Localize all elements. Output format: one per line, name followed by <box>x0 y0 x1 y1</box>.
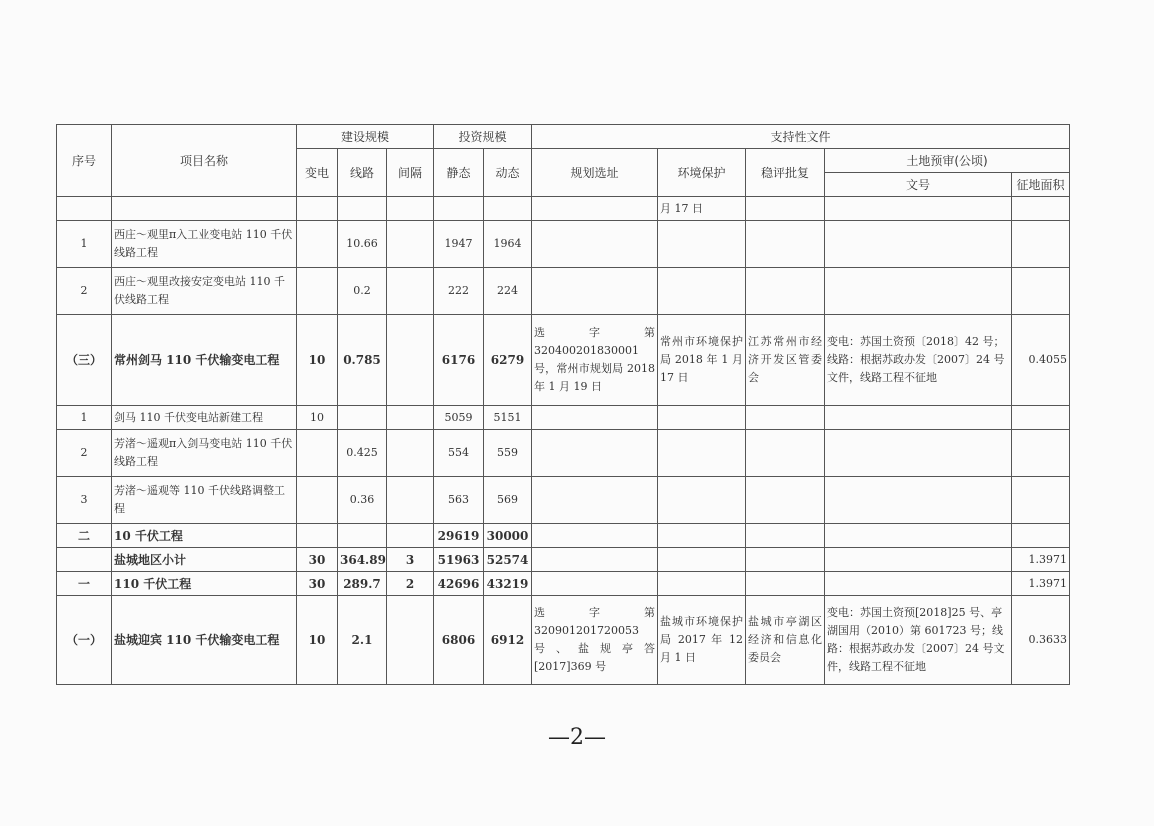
cell-docno <box>825 268 1012 315</box>
cell-plan <box>532 406 658 430</box>
cell-static <box>434 197 484 221</box>
cell-area <box>1012 477 1070 524</box>
cell-risk <box>746 572 825 596</box>
cell-static: 1947 <box>434 221 484 268</box>
cell-line <box>338 406 387 430</box>
cell-docno <box>825 406 1012 430</box>
cell-static: 6806 <box>434 596 484 685</box>
cell-sub <box>297 477 338 524</box>
cell-bay: 3 <box>387 548 434 572</box>
cell-docno <box>825 197 1012 221</box>
cell-bay <box>387 596 434 685</box>
cell-env <box>658 268 746 315</box>
cell-plan <box>532 197 658 221</box>
cell-sub <box>297 430 338 477</box>
table-row <box>57 221 1070 268</box>
cell-area <box>1012 406 1070 430</box>
cell-bay <box>387 221 434 268</box>
cell-sub: 10 <box>297 315 338 406</box>
cell-sub <box>297 524 338 548</box>
cell-docno: 变电：苏国土资预〔2018〕42 号；线路：根据苏政办发〔2007〕24 号文件，线路工程不征地 <box>825 315 1012 406</box>
cell-env <box>658 406 746 430</box>
cell-static: 5059 <box>434 406 484 430</box>
cell-name: 西庄～观里改接安定变电站 110 千伏线路工程 <box>112 268 297 315</box>
cell-line: 0.785 <box>338 315 387 406</box>
cell-seq <box>57 548 112 572</box>
cell-sub <box>297 268 338 315</box>
cell-name: 盐城地区小计 <box>112 548 297 572</box>
header-bay: 间隔 <box>387 149 434 197</box>
cell-dynamic <box>484 197 532 221</box>
cell-bay <box>387 197 434 221</box>
cell-seq: 2 <box>57 430 112 477</box>
cell-risk <box>746 477 825 524</box>
cell-env <box>658 221 746 268</box>
cell-docno: 变电：苏国土资预[2018]25 号、亭湖国用（2010）第 601723 号；线路：根据苏政办发〔2007〕24 号文件，线路工程不征地 <box>825 596 1012 685</box>
cell-plan <box>532 477 658 524</box>
cell-env <box>658 430 746 477</box>
cell-docno <box>825 430 1012 477</box>
cell-env: 月 17 日 <box>658 197 746 221</box>
cell-docno <box>825 524 1012 548</box>
cell-risk <box>746 406 825 430</box>
table-row <box>57 477 1070 524</box>
header-env: 环境保护 <box>658 149 746 197</box>
cell-line: 10.66 <box>338 221 387 268</box>
cell-bay <box>387 268 434 315</box>
cell-plan <box>532 572 658 596</box>
table-row <box>57 572 1070 596</box>
cell-plan <box>532 268 658 315</box>
cell-bay <box>387 315 434 406</box>
cell-area <box>1012 430 1070 477</box>
header-name: 项目名称 <box>112 125 297 197</box>
cell-docno <box>825 477 1012 524</box>
cell-bay <box>387 406 434 430</box>
cell-seq: 1 <box>57 406 112 430</box>
cell-dynamic: 52574 <box>484 548 532 572</box>
cell-env <box>658 572 746 596</box>
header-land: 土地预审(公顷) <box>825 149 1070 173</box>
cell-area: 0.3633 <box>1012 596 1070 685</box>
cell-line: 289.7 <box>338 572 387 596</box>
cell-risk <box>746 221 825 268</box>
header-area: 征地面积 <box>1012 173 1070 197</box>
cell-static: 554 <box>434 430 484 477</box>
cell-risk: 江苏常州市经济开发区管委会 <box>746 315 825 406</box>
project-table <box>56 124 1070 685</box>
cell-dynamic: 30000 <box>484 524 532 548</box>
header-static: 静态 <box>434 149 484 197</box>
cell-area: 1.3971 <box>1012 548 1070 572</box>
table-row <box>57 524 1070 548</box>
cell-risk <box>746 197 825 221</box>
cell-sub: 30 <box>297 572 338 596</box>
header-line: 线路 <box>338 149 387 197</box>
cell-static: 6176 <box>434 315 484 406</box>
cell-seq <box>57 197 112 221</box>
cell-dynamic: 43219 <box>484 572 532 596</box>
cell-env <box>658 477 746 524</box>
cell-name: 剑马 110 千伏变电站新建工程 <box>112 406 297 430</box>
cell-line <box>338 197 387 221</box>
header-plan: 规划选址 <box>532 149 658 197</box>
cell-env: 盐城市环境保护局 2017 年 12 月 1 日 <box>658 596 746 685</box>
header-docno: 文号 <box>825 173 1012 197</box>
cell-area <box>1012 221 1070 268</box>
cell-line: 2.1 <box>338 596 387 685</box>
table-row <box>57 430 1070 477</box>
table-row <box>57 596 1070 685</box>
cell-area: 1.3971 <box>1012 572 1070 596</box>
cell-bay <box>387 430 434 477</box>
cell-plan <box>532 221 658 268</box>
cell-static: 563 <box>434 477 484 524</box>
cell-docno <box>825 572 1012 596</box>
header-risk: 稳评批复 <box>746 149 825 197</box>
cell-name <box>112 197 297 221</box>
cell-sub <box>297 197 338 221</box>
cell-dynamic: 6279 <box>484 315 532 406</box>
cell-line: 0.2 <box>338 268 387 315</box>
cell-env <box>658 548 746 572</box>
cell-sub <box>297 221 338 268</box>
cell-seq: （一） <box>57 596 112 685</box>
cell-area <box>1012 197 1070 221</box>
cell-sub: 30 <box>297 548 338 572</box>
cell-static: 222 <box>434 268 484 315</box>
cell-line: 364.89 <box>338 548 387 572</box>
header-scale: 建设规模 <box>297 125 434 149</box>
header-docs: 支持性文件 <box>532 125 1070 149</box>
cell-static: 51963 <box>434 548 484 572</box>
page-number: —2— <box>548 725 606 750</box>
cell-seq: 1 <box>57 221 112 268</box>
cell-dynamic: 1964 <box>484 221 532 268</box>
cell-risk <box>746 430 825 477</box>
table-row <box>57 268 1070 315</box>
cell-static: 29619 <box>434 524 484 548</box>
cell-name: 芳渚～遥观等 110 千伏线路调整工程 <box>112 477 297 524</box>
cell-sub: 10 <box>297 406 338 430</box>
cell-name: 常州剑马 110 千伏输变电工程 <box>112 315 297 406</box>
header-invest: 投资规模 <box>434 125 532 149</box>
table-row <box>57 406 1070 430</box>
cell-docno <box>825 548 1012 572</box>
header-seq: 序号 <box>57 125 112 197</box>
cell-bay: 2 <box>387 572 434 596</box>
cell-area: 0.4055 <box>1012 315 1070 406</box>
cell-seq: 二 <box>57 524 112 548</box>
cell-area <box>1012 268 1070 315</box>
table-row <box>57 548 1070 572</box>
cell-dynamic: 5151 <box>484 406 532 430</box>
cell-sub: 10 <box>297 596 338 685</box>
cell-plan: 选字第 320400201830001 号，常州市规划局 2018 年 1 月 19 日 <box>532 315 658 406</box>
cell-seq: 一 <box>57 572 112 596</box>
cell-risk <box>746 548 825 572</box>
cell-seq: 2 <box>57 268 112 315</box>
cell-line: 0.425 <box>338 430 387 477</box>
header-substation: 变电 <box>297 149 338 197</box>
cell-seq: （三） <box>57 315 112 406</box>
cell-plan <box>532 548 658 572</box>
cell-name: 110 千伏工程 <box>112 572 297 596</box>
cell-area <box>1012 524 1070 548</box>
cell-bay <box>387 477 434 524</box>
cell-dynamic: 569 <box>484 477 532 524</box>
cell-env: 常州市环境保护局 2018 年 1 月 17 日 <box>658 315 746 406</box>
header-dynamic: 动态 <box>484 149 532 197</box>
cell-env <box>658 524 746 548</box>
table-row <box>57 197 1070 221</box>
cell-risk <box>746 268 825 315</box>
cell-dynamic: 224 <box>484 268 532 315</box>
cell-line: 0.36 <box>338 477 387 524</box>
cell-static: 42696 <box>434 572 484 596</box>
cell-dynamic: 559 <box>484 430 532 477</box>
cell-name: 芳渚～遥观π入剑马变电站 110 千伏线路工程 <box>112 430 297 477</box>
cell-plan <box>532 524 658 548</box>
cell-name: 盐城迎宾 110 千伏输变电工程 <box>112 596 297 685</box>
cell-risk <box>746 524 825 548</box>
cell-plan <box>532 430 658 477</box>
cell-name: 10 千伏工程 <box>112 524 297 548</box>
cell-seq: 3 <box>57 477 112 524</box>
cell-dynamic: 6912 <box>484 596 532 685</box>
table-row <box>57 315 1070 406</box>
cell-risk: 盐城市亭湖区经济和信息化委员会 <box>746 596 825 685</box>
cell-name: 西庄～观里π入工业变电站 110 千伏线路工程 <box>112 221 297 268</box>
cell-plan: 选字第 320901201720053 号、盐规亭答[2017]369 号 <box>532 596 658 685</box>
cell-docno <box>825 221 1012 268</box>
cell-bay <box>387 524 434 548</box>
cell-line <box>338 524 387 548</box>
